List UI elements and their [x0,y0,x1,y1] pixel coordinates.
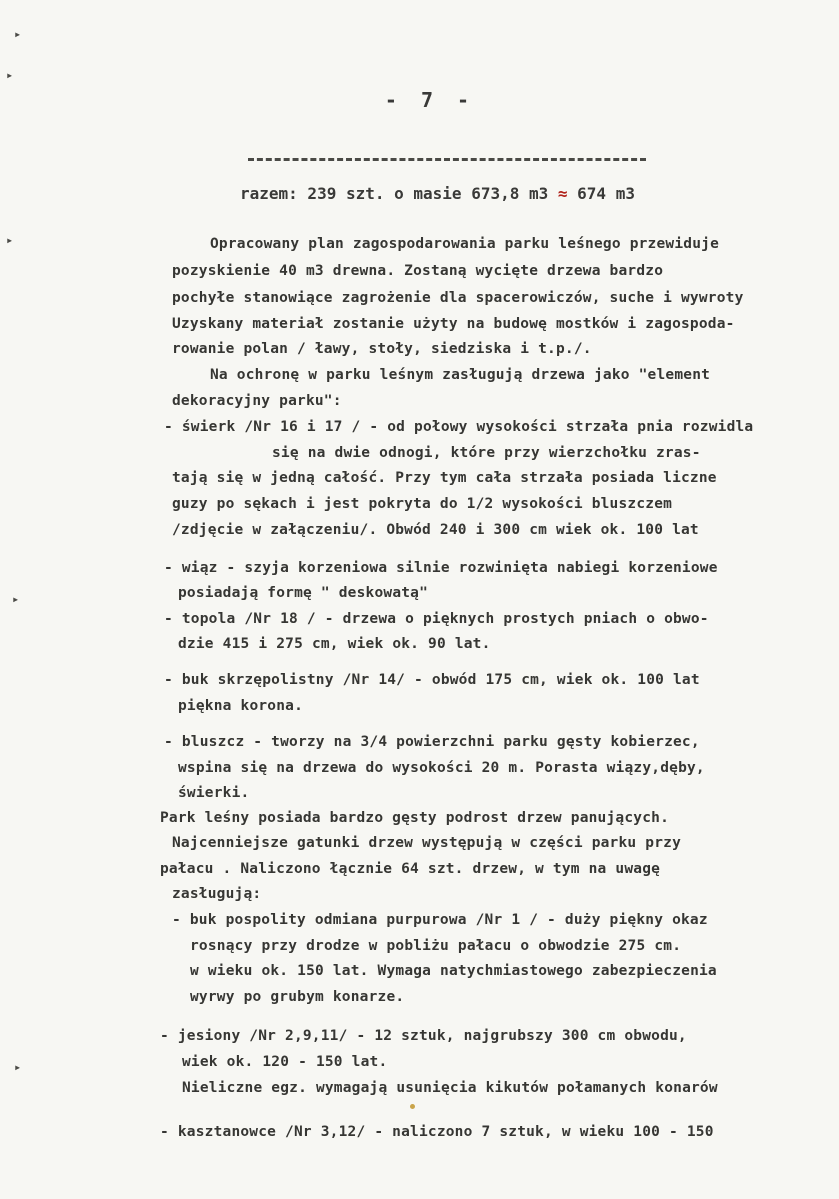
text-line: - buk skrzępolistny /Nr 14/ - obwód 175 cm, wiek ok. 100 lat [164,672,700,688]
text-line: - kasztanowce /Nr 3,12/ - naliczono 7 sztuk, w wieku 100 - 150 [160,1124,714,1140]
page-number: - 7 - [384,88,476,112]
text-line: posiadają formę " deskowatą" [178,585,429,601]
text-line: Uzyskany materiał zostanie użyty na budowę mostków i zagospoda- [172,316,735,332]
text-line: Opracowany plan zagospodarowania parku leśnego przewiduje [210,236,719,252]
text-line: świerki. [178,785,250,801]
margin-mark: ▸ [6,233,14,247]
text-line: Park leśny posiada bardzo gęsty podrost drzew panujących. [160,810,669,826]
text-line: pochyłe stanowiące zagrożenie dla spacerowiczów, suche i wywroty [172,290,744,306]
text-line: pałacu . Naliczono łącznie 64 szt. drzew, w tym na uwagę [160,861,661,877]
text-line: Nieliczne egz. wymagają usunięcia kikutów połamanych konarów [182,1080,718,1096]
margin-mark: ▸ [12,592,20,606]
text-line: guzy po sękach i jest pokryta do 1/2 wysokości bluszczem [172,496,673,512]
text-line: Najcenniejsze gatunki drzew występują w części parku przy [172,835,681,851]
text-line: - jesiony /Nr 2,9,11/ - 12 sztuk, najgrubszy 300 cm obwodu, [160,1028,687,1044]
text-line: dekoracyjny parku": [172,393,342,409]
text-line: tają się w jedną całość. Przy tym cała strzała posiada liczne [172,470,717,486]
text-line: pozyskienie 40 m3 drewna. Zostaną wycięte drzewa bardzo [172,263,664,279]
text-line: zasługują: [172,886,262,902]
text-line: - buk pospolity odmiana purpurowa /Nr 1 / - duży piękny okaz [172,912,708,928]
approx-symbol: ≈ [557,184,568,203]
summary-prefix: razem: 239 szt. o masie 673,8 m3 [240,184,558,203]
text-line: wspina się na drzewa do wysokości 20 m. Porasta wiązy,dęby, [178,760,705,776]
summary-line [240,184,635,203]
text-line: piękna korona. [178,698,304,714]
text-line: - wiąz - szyja korzeniowa silnie rozwinięta nabiegi korzeniowe [164,560,718,576]
summary-suffix: 674 m3 [567,184,635,203]
text-line: wyrwy po grubym konarze. [190,989,405,1005]
text-line: - świerk /Nr 16 i 17 / - od połowy wysokości strzała pnia rozwidla [164,419,754,435]
margin-mark: ▸ [14,1060,22,1074]
text-line: Na ochronę w parku leśnym zasługują drzewa jako "element [210,367,711,383]
text-line: rowanie polan / ławy, stoły, siedziska i t.p./. [172,341,592,357]
text-line: w wieku ok. 150 lat. Wymaga natychmiastowego zabezpieczenia [190,963,717,979]
separator-rule [248,158,646,161]
text-line: wiek ok. 120 - 150 lat. [182,1054,388,1070]
text-line: się na dwie odnogi, które przy wierzchołku zras- [272,445,701,461]
text-line: - bluszcz - tworzy na 3/4 powierzchni parku gęsty kobierzec, [164,734,700,750]
text-line: dzie 415 i 275 cm, wiek ok. 90 lat. [178,636,491,652]
margin-mark: ▸ [6,68,14,82]
paper-speck [410,1104,415,1109]
text-line: /zdjęcie w załączeniu/. Obwód 240 i 300 cm wiek ok. 100 lat [172,522,699,538]
margin-mark: ▸ [14,27,22,41]
text-line: rosnący przy drodze w pobliżu pałacu o obwodzie 275 cm. [190,938,682,954]
text-line: - topola /Nr 18 / - drzewa o pięknych prostych pniach o obwo- [164,611,709,627]
